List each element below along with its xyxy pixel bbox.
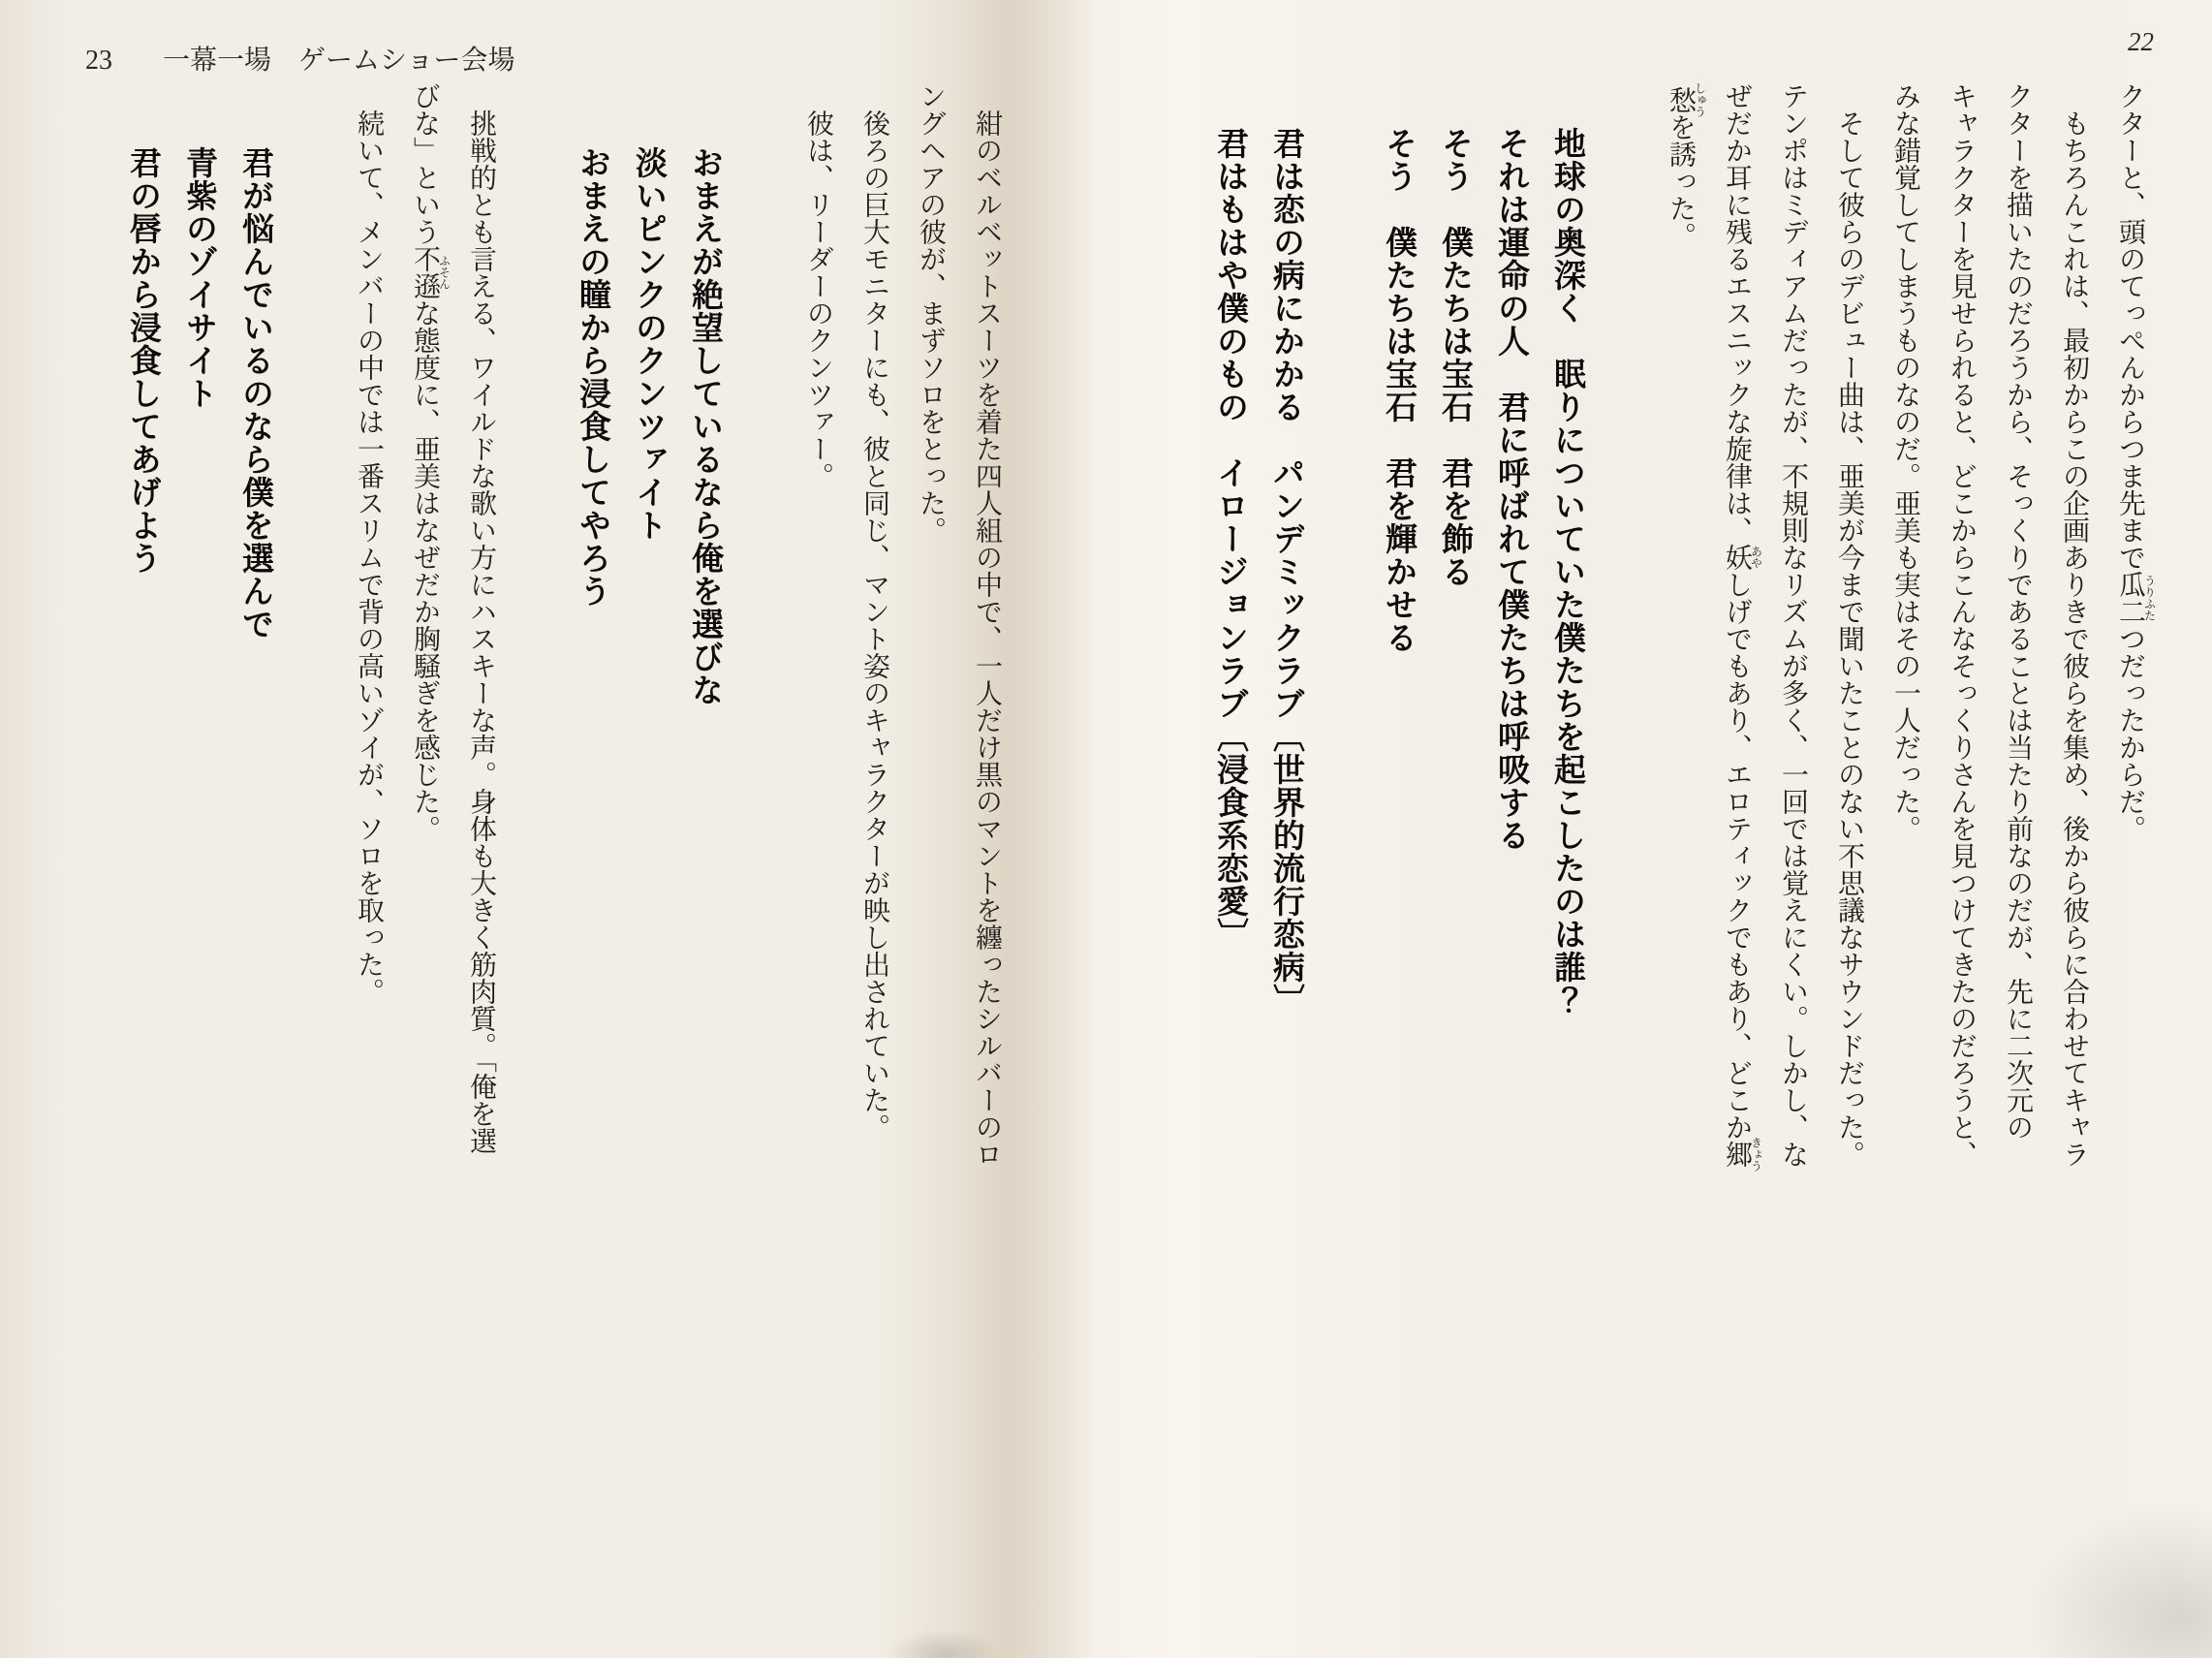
lyric-line: おまえの瞳から浸食してやろう [575, 146, 612, 608]
text-line: 後ろの巨大モニターにも、彼と同じ、マント姿のキャラクターが映し出されていた。 [859, 109, 889, 1141]
lyric-line: 淡いピンクのクンツァイト [631, 146, 669, 542]
text-line: そして彼らのデビュー曲は、亜美が今まで聞いたことのない不思議なサウンドだった。 [1834, 109, 1864, 1168]
text-line: 続いて、メンバーの中では一番スリムで背の高いゾイが、ソロを取った。 [354, 109, 384, 1005]
lyric-line: 青紫のゾイサイト [181, 146, 219, 410]
page-number-left: 23 [85, 46, 112, 76]
page-right-text [1189, 82, 2158, 1187]
page-left-text [92, 82, 1014, 1187]
lyric-line: おまえが絶望しているなら俺を選びな [687, 146, 725, 706]
page-number-right: 22 [2128, 27, 2154, 56]
text-line: クターと、頭のてっぺんからつま先まで瓜二うりふたつだったからだ。 [2115, 82, 2157, 842]
text-line: ングヘアの彼が、まずソロをとった。 [916, 82, 946, 544]
running-head [85, 39, 514, 78]
ruby-annotated-word: 愁しゅう [1666, 82, 1707, 117]
lyric-line: 地球の奥深く 眠りについていた僕たちを起こしたのは誰？ [1549, 127, 1587, 1017]
blank-line [1596, 82, 1652, 1187]
chapter-title: 一幕一場 ゲームショー会場 [163, 46, 515, 76]
page-right [1146, 0, 2212, 1658]
blank-line [1315, 82, 1371, 1187]
lyric-line: 君はもはや僕のもの イロージョンラブ〔浸食系恋愛〕 [1212, 127, 1250, 951]
lyric-line: 君が悩んでいるのなら僕を選んで [237, 146, 275, 641]
text-line: ぜだか耳に残るエスニックな旋律は、妖あやしげでもあり、エロティックでもあり、どこか郷きょう [1722, 82, 1763, 1172]
text-line: 挑戦的とも言える、ワイルドな歌い方にハスキーな声。身体も大きく筋肉質。「俺を選 [466, 109, 496, 1154]
text-line: キャラクターを見せられると、どこからこんなそっくりさんを見つけてきたのだろうと、 [1947, 82, 1977, 1168]
lyric-line: 君は恋の病にかかる パンデミックラブ〔世界的流行恋病〕 [1268, 127, 1306, 1017]
text-line: クターを描いたのだろうから、そっくりであることは当たり前なのだが、先に二次元の [2003, 82, 2033, 1141]
text-line: みな錯覚してしまうものなのだ。亜美も実はその一人だった。 [1890, 82, 1920, 842]
blank-line [509, 82, 565, 1187]
ruby-annotated-word: 妖あや [1722, 544, 1763, 571]
ruby-annotated-word: 不遜ふそん [410, 245, 452, 299]
page-left [0, 0, 1066, 1658]
lyric-line: そう 僕たちは宝石 君を輝かせる [1381, 127, 1418, 654]
ruby-annotated-word: 郷きょう [1722, 1137, 1763, 1172]
blank-line [733, 82, 790, 1187]
text-line: 彼は、リーダーのクンツァー。 [803, 109, 833, 489]
text-line: もちろんこれは、最初からこの企画ありきで彼らを集め、後から彼らに合わせてキャラ [2059, 109, 2089, 1168]
text-line: テンポはミディアムだったが、不規則なリズムが多く、一回では覚えにくい。しかし、な [1778, 82, 1808, 1168]
lyric-line: それは運命の人 君に呼ばれて僕たちは呼吸する [1493, 127, 1531, 852]
text-line: 愁しゅうを誘った。 [1666, 82, 1707, 249]
text-line: びな」という不遜ふそんな態度に、亜美はなぜだか胸騒ぎを感じた。 [410, 82, 452, 842]
lyric-line: 君の唇から浸食してあげよう [125, 146, 163, 575]
ruby-annotated-word: 瓜二うりふた [2115, 571, 2157, 625]
blank-line [284, 82, 340, 1187]
text-line: 紺のベルベットスーツを着た四人組の中で、一人だけ黒のマントを纏ったシルバーのロ [972, 109, 1002, 1168]
lyric-line: そう 僕たちは宝石 君を飾る [1437, 127, 1475, 588]
